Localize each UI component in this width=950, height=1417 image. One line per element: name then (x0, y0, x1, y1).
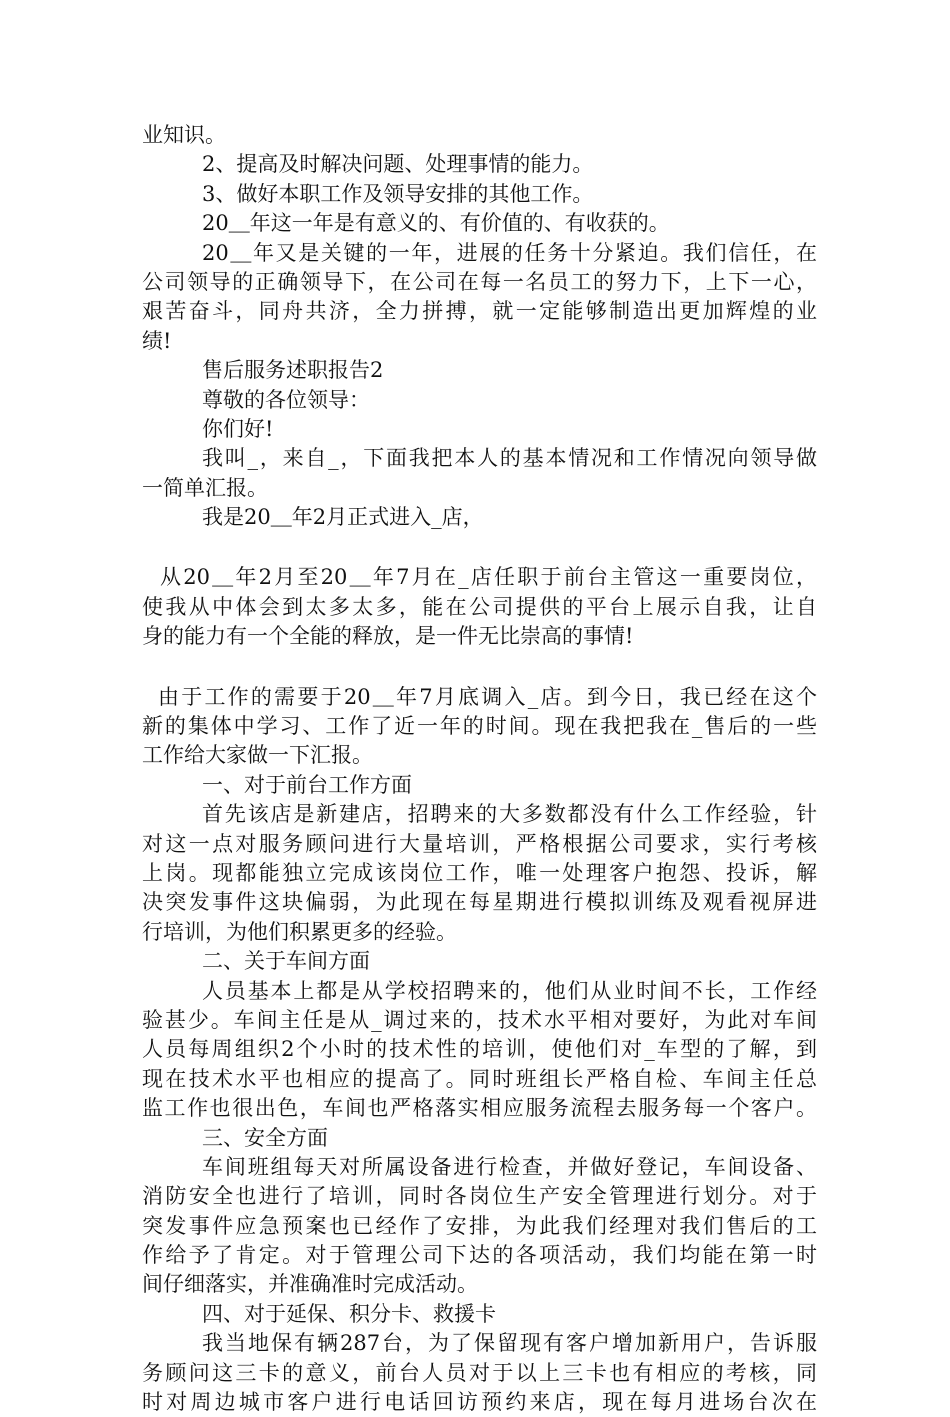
text-line: 使我从中体会到太多太多，能在公司提供的平台上展示自我，让自 (142, 594, 817, 619)
text-line: 现在技术水平也相应的提高了。同时班组长严格自检、车间主任总 (142, 1066, 817, 1091)
text-line: 对这一点对服务顾问进行大量培训，严格根据公司要求，实行考核 (142, 831, 817, 856)
paragraph-gap (142, 652, 817, 683)
text-line: 身的能力有一个全能的释放，是一件无比崇高的事情! (142, 624, 634, 649)
text-line: 行培训，为他们积累更多的经验。 (142, 919, 457, 944)
text-line: 3、做好本职工作及领导安排的其他工作。 (202, 181, 594, 206)
section-heading: 一、对于前台工作方面 (202, 772, 412, 797)
text-line: 车间班组每天对所属设备进行检查，并做好登记，车间设备、 (202, 1154, 817, 1179)
text-line: 工作给大家做一下汇报。 (142, 743, 373, 768)
text-line: 验甚少。车间主任是从_调过来的，技术水平相对要好，为此对车间 (142, 1007, 817, 1032)
text-line: 20＿年这一年是有意义的、有价值的、有收获的。 (202, 211, 670, 236)
text-line: 决突发事件这块偏弱，为此现在每星期进行模拟训练及观看视屏进 (142, 890, 817, 915)
text-line: 上岗。现都能独立完成该岗位工作，唯一处理客户抱怨、投诉，解 (142, 860, 817, 885)
salutation: 尊敬的各位领导： (202, 387, 370, 412)
greeting: 你们好! (202, 416, 274, 441)
section-heading: 三、安全方面 (202, 1125, 328, 1150)
text-line: 我是20＿年2月正式进入_店， (202, 505, 484, 530)
text-line: 消防安全也进行了培训，同时各岗位生产安全管理进行划分。对于 (142, 1184, 817, 1209)
text-line: 务顾问这三卡的意义，前台人员对于以上三卡也有相应的考核，同 (142, 1360, 817, 1385)
text-line: 2、提高及时解决问题、处理事情的能力。 (202, 152, 594, 177)
section-heading: 四、对于延保、积分卡、救援卡 (202, 1301, 496, 1326)
text-line: 首先该店是新建店，招聘来的大多数都没有什么工作经验，针 (202, 802, 817, 827)
text-line: 时对周边城市客户进行电话回访预约来店，现在每月进场台次在 (142, 1390, 817, 1415)
text-line: 我叫_，来自_，下面我把本人的基本情况和工作情况向领导做 (202, 446, 817, 471)
text-line: 间仔细落实，并准确准时完成活动。 (142, 1272, 478, 1297)
text-line: 人员基本上都是从学校招聘来的，他们从业时间不长，工作经 (202, 978, 817, 1003)
section-heading: 二、关于车间方面 (202, 949, 370, 974)
text-line: 公司领导的正确领导下，在公司在每一名员工的努力下，上下一心， (142, 269, 817, 294)
text-line: 从20＿年2月至20＿年7月在_店任职于前台主管这一重要岗位， (160, 565, 817, 590)
text-line: 监工作也很出色，车间也严格落实相应服务流程去服务每一个客户。 (142, 1096, 817, 1121)
section-title: 售后服务述职报告2 (202, 358, 384, 383)
text-line: 绩! (142, 328, 172, 353)
text-line: 突发事件应急预案也已经作了安排，为此我们经理对我们售后的工 (142, 1213, 817, 1238)
document-body (142, 121, 817, 1417)
text-line: 人员每周组织2个小时的技术性的培训，使他们对_车型的了解，到 (142, 1037, 817, 1062)
text-line: 作给予了肯定。对于管理公司下达的各项活动，我们均能在第一时 (142, 1243, 817, 1268)
paragraph-gap (142, 532, 817, 563)
text-line: 一简单汇报。 (142, 475, 268, 500)
text-line: 我当地保有辆287台，为了保留现有客户增加新用户，告诉服 (202, 1331, 817, 1356)
text-line: 业知识。 (142, 123, 226, 147)
text-line: 20＿年又是关键的一年，进展的任务十分紧迫。我们信任，在 (202, 240, 817, 265)
text-line: 新的集体中学习、工作了近一年的时间。现在我把我在_售后的一些 (142, 714, 817, 739)
text-line: 由于工作的需要于20＿年7月底调入_店。到今日，我已经在这个 (158, 684, 817, 709)
text-line: 艰苦奋斗，同舟共济，全力拼搏，就一定能够制造出更加辉煌的业 (142, 299, 817, 324)
